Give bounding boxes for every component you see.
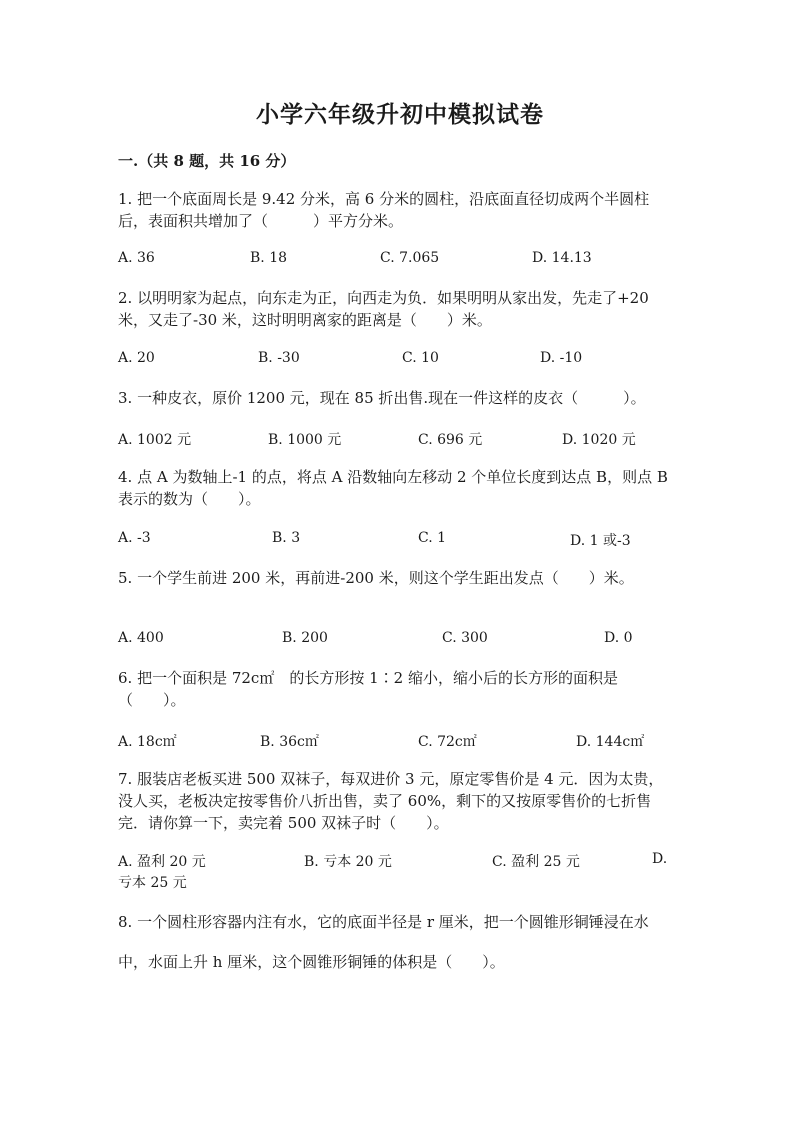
question-4: 4. 点 A 为数轴上-1 的点，将点 A 沿数轴向左移动 2 个单位长度到达点 B，则点 B 表示的数为（ ）。 xyxy=(118,468,668,508)
option-a[interactable]: A. 18c㎡ xyxy=(118,734,177,750)
question-5: 5. 一个学生前进 200 米，再前进-200 米，则这个学生距出发点（ ）米。 xyxy=(118,569,634,587)
option-b[interactable]: B. 18 xyxy=(250,250,288,266)
question-3-options xyxy=(118,429,678,453)
question-4-options xyxy=(118,530,678,554)
option-d[interactable]: D. 1 或-3 xyxy=(570,533,631,549)
question-3: 3. 一种皮衣，原价 1200 元，现在 85 折出售.现在一件这样的皮衣（ ）。 xyxy=(118,389,646,407)
question-6-options xyxy=(118,731,678,755)
option-a[interactable]: A. -3 xyxy=(118,530,151,546)
option-a[interactable]: A. 盈利 20 元 xyxy=(118,854,206,870)
option-d[interactable]: D. 14.13 xyxy=(532,250,592,266)
option-b[interactable]: B. -30 xyxy=(258,350,300,366)
question-2-options xyxy=(118,350,678,374)
question-6: 6. 把一个面积是 72c㎡ 的长方形按 1∶2 缩小，缩小后的长方形的面积是（ ）。 xyxy=(118,669,618,709)
question-2: 2. 以明明家为起点，向东走为正，向西走为负．如果明明从家出发，先走了+20 米，又走了-30 米，这时明明离家的距离是（ ）米。 xyxy=(118,289,649,329)
option-c[interactable]: C. 300 xyxy=(442,630,488,646)
option-b[interactable]: B. 亏本 20 元 xyxy=(304,854,392,870)
option-a[interactable]: A. 1002 元 xyxy=(118,432,192,448)
option-b[interactable]: B. 200 xyxy=(282,630,328,646)
section-heading: 一.（共 8 题，共 16 分） xyxy=(118,152,296,170)
option-b[interactable]: B. 1000 元 xyxy=(268,432,342,448)
option-c[interactable]: C. 盈利 25 元 xyxy=(492,854,580,870)
option-c[interactable]: C. 696 元 xyxy=(418,432,483,448)
question-7: 7. 服装店老板买进 500 双袜子，每双进价 3 元，原定零售价是 4 元．因为太贵，没人买，老板决定按零售价八折出售，卖了 60%，剩下的又按原零售价的七折售完．请你算一下，卖完着 500 双袜子时（ ）。 xyxy=(118,770,664,832)
option-b[interactable]: B. 3 xyxy=(272,530,301,546)
option-a[interactable]: A. 400 xyxy=(118,630,164,646)
page-title: 小学六年级升初中模拟试卷 xyxy=(256,101,544,128)
option-c[interactable]: C. 7.065 xyxy=(380,250,440,266)
question-8: 8. 一个圆柱形容器内注有水，它的底面半径是 r 厘米，把一个圆锥形铜锤浸在水中，水面上升 h 厘米，这个圆锥形铜锤的体积是（ ）。 xyxy=(118,913,649,971)
option-a[interactable]: A. 36 xyxy=(118,250,155,266)
option-d-continued[interactable]: 亏本 25 元 xyxy=(118,875,187,891)
option-c[interactable]: C. 72c㎡ xyxy=(418,734,477,750)
option-c[interactable]: C. 10 xyxy=(402,350,439,366)
question-7-options xyxy=(118,851,678,875)
question-5-options xyxy=(118,630,678,654)
option-d[interactable]: D. 144c㎡ xyxy=(576,734,645,750)
option-d[interactable]: D. -10 xyxy=(540,350,583,366)
option-c[interactable]: C. 1 xyxy=(418,530,447,546)
option-a[interactable]: A. 20 xyxy=(118,350,155,366)
option-d[interactable]: D. xyxy=(652,851,668,867)
option-b[interactable]: B. 36c㎡ xyxy=(260,734,319,750)
option-d[interactable]: D. 0 xyxy=(604,630,633,646)
option-d[interactable]: D. 1020 元 xyxy=(562,432,636,448)
question-1-options xyxy=(118,250,678,274)
question-1: 1. 把一个底面周长是 9.42 分米，高 6 分米的圆柱，沿底面直径切成两个半圆柱后，表面积共增加了（ ）平方分米。 xyxy=(118,190,650,230)
